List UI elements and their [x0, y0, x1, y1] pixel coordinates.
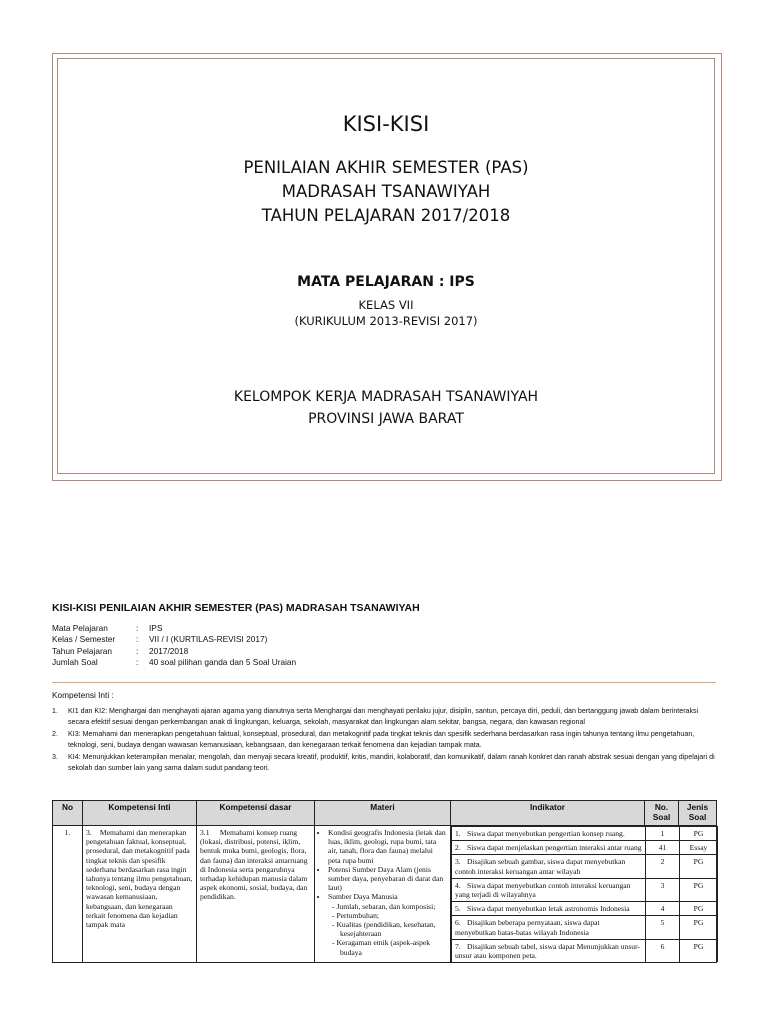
col-header-materi: Materi — [315, 801, 451, 826]
meta-row — [52, 657, 296, 668]
meta-info — [52, 623, 296, 668]
col-header-no: No — [53, 801, 83, 826]
indicator-number: 7. — [455, 941, 461, 951]
indicator-row — [452, 902, 718, 916]
indicator-text-cell — [452, 916, 646, 939]
indicator-text: Siswa dapat menyebutkan contoh interaksi keruangan yang terjadi di wilayahnya — [455, 880, 631, 900]
ki-text: KI3: Memahami dan menerapkan pengetahuan faktual, konseptual, prosedural, dan metakognitif pada tingkat teknis dan spesifik sederhana berdasarkan rasa ingin tahunya tentang ilmu pengetahuan, teknologi, seni, budaya dengan wawasan kemanusiaan, kebangsaan, dan kenegaraan terkait fenomena dan kejadian tampak mata. — [68, 729, 695, 750]
indicator-text: Siswa dapat menyebutkan pengertian konsep ruang. — [467, 829, 625, 838]
cover-line-1: PENILAIAN AKHIR SEMESTER (PAS) — [243, 158, 529, 177]
meta-value: 40 soal pilihan ganda dan 5 Soal Uraian — [149, 656, 297, 667]
cover-title: KISI-KISI — [342, 112, 430, 136]
col-header-kd: Kompetensi dasar — [197, 801, 315, 826]
col-header-jenis-soal: Jenis Soal — [679, 801, 717, 826]
cover-line-3: TAHUN PELAJARAN 2017/2018 — [261, 206, 511, 225]
indicator-soal: 1 — [646, 827, 680, 841]
cover-class: KELAS VII — [358, 298, 414, 312]
ki-cell-number: 3. — [86, 828, 92, 837]
materi-item-label: Sumber Daya Manusia — [328, 892, 398, 902]
indicator-row — [452, 916, 718, 939]
cell-materi — [315, 826, 451, 963]
meta-sep: : — [136, 656, 139, 667]
ki-item — [52, 729, 716, 752]
indicator-text-cell — [452, 939, 646, 962]
materi-item — [328, 892, 447, 956]
indicator-number: 6. — [455, 918, 461, 928]
indicator-text: Disajikan beberapa pernyataan, siswa dapat menyebutkan batas-batas wilayah Indonesia — [455, 918, 600, 937]
indicator-row — [452, 827, 718, 841]
meta-key: Jumlah Soal — [52, 656, 98, 667]
col-header-indikator: Indikator — [451, 801, 645, 826]
cell-no: 1. — [53, 826, 83, 963]
materi-subitem: - Keragaman etnik (aspek-aspek budaya — [340, 938, 447, 956]
kd-cell-text: Memahami konsep ruang (lokasi, distribusi, potensi, iklim, bentuk muka bumi, geologis, flora, dan fauna) dan interaksi antarruang di Indonesia serta pengaruhnya terhadap kehidupan manusia dalam aspek ekonomi, sosial, budaya, dan pendidikan. — [200, 828, 308, 902]
indicator-jenis: PG — [680, 878, 718, 901]
meta-sep: : — [136, 623, 139, 633]
indicator-number: 1. — [455, 829, 461, 838]
ki-item — [52, 706, 716, 729]
materi-item: • Kondisi geografis Indonesia (letak dan luas, iklim, geologi, rupa bumi, tata air, tanah, flora dan fauna) melalui peta rupa bumi — [328, 828, 447, 865]
indicator-soal: 41 — [646, 841, 680, 855]
indicator-soal: 5 — [646, 916, 680, 939]
indicator-text: Disajikan sebuah gambar, siswa dapat menyebutkan contoh interaksi keruangan antar wilayah — [455, 857, 626, 876]
indicator-text: Siswa dapat menyebutkan letak astronomis Indonesia — [467, 904, 630, 914]
ki-text: KI4: Menunjukkan keterampilan menalar, mengolah, dan menyaji secara kreatif, produktif, kritis, mandiri, kolaboratif, dan komunikatif, dalam ranah konkret dan ranah abstrak sesuai dengan yang dipelajari di sekolah dan sumber lain yang sama dalam sudut pandang teori. — [68, 752, 715, 773]
divider — [52, 682, 716, 683]
cell-kd — [197, 826, 315, 963]
indicator-text-cell — [452, 841, 646, 855]
indicator-jenis: PG — [680, 939, 718, 962]
cover-heading — [58, 156, 714, 228]
indicator-number: 5. — [455, 904, 461, 914]
meta-sep: : — [136, 634, 139, 645]
materi-subitem: - Jumlah, sebaran, dan komposisi; — [340, 902, 447, 911]
indicator-soal: 2 — [646, 855, 680, 878]
col-header-no-soal: No. Soal — [645, 801, 679, 826]
meta-sep: : — [136, 645, 139, 656]
meta-key: Tahun Pelajaran — [52, 645, 112, 656]
cover-organization — [58, 386, 714, 430]
ki-number: 3. — [52, 752, 58, 761]
cover-subject: MATA PELAJARAN : IPS — [297, 274, 475, 290]
indicator-soal: 4 — [646, 902, 680, 916]
indicator-text-cell — [452, 855, 646, 878]
materi-item: • Potensi Sumber Daya Alam (jenis sumber daya, penyebaran di darat dan laut) — [328, 865, 447, 893]
ki-number: 1. — [52, 707, 58, 715]
indicator-number: 4. — [455, 880, 461, 890]
indicator-text: Disajikan sebuah tabel, siswa dapat Menunjukkan unsur-unsur atau komponen peta. — [455, 941, 640, 961]
indicator-table — [451, 826, 718, 962]
ki-number: 2. — [52, 729, 58, 738]
kd-cell-number: 3.1 — [200, 828, 210, 837]
cover-class-block — [58, 297, 714, 329]
indicator-soal: 3 — [646, 878, 680, 901]
indicator-text-cell — [452, 878, 646, 901]
meta-value: VII / I (KURTILAS-REVISI 2017) — [149, 634, 268, 645]
cover-org-1: KELOMPOK KERJA MADRASAH TSANAWIYAH — [233, 389, 539, 405]
indicator-text-cell — [452, 902, 646, 916]
section-title: KISI-KISI PENILAIAN AKHIR SEMESTER (PAS) MADRASAH TSANAWIYAH — [52, 602, 420, 614]
table-row — [53, 826, 717, 963]
meta-row — [52, 623, 296, 634]
indicator-row — [452, 841, 718, 855]
table-header-row — [53, 801, 717, 826]
cell-indicators — [451, 826, 717, 963]
meta-key: Kelas / Semester — [52, 634, 116, 645]
meta-value: IPS — [149, 623, 163, 633]
indicator-jenis: PG — [680, 916, 718, 939]
meta-row — [52, 646, 296, 657]
indicator-jenis: PG — [680, 827, 718, 841]
cover-line-2: MADRASAH TSANAWIYAH — [281, 182, 491, 201]
indicator-text-cell — [452, 827, 646, 841]
indicator-jenis: PG — [680, 855, 718, 878]
indicator-text: Siswa dapat menjelaskan pengertian interaksi antar ruang — [467, 843, 642, 853]
materi-subitem: - Pertumbuhan; — [340, 911, 447, 920]
cell-ki — [83, 826, 197, 963]
ki-text: KI1 dan KI2: Menghargai dan menghayati ajaran agama yang dianutnya serta Menghargai dan menghayati perilaku jujur, disiplin, santun, percaya diri, peduli, dan bertanggung jawab dalam berinteraksi secara efektif sesuai dengan perkembangan anak di lingkungan, keluarga, sekolah, masyarakat dan lingkungan alam sekitar, bangsa, negara, dan kawasan regional — [68, 707, 699, 727]
ki-cell-text: Memahami dan menerapkan pengetahuan faktual, konseptual, prosedural, dan metakognitif pada tingkat teknis dan spesifik sederhana berdasarkan rasa ingin tahunya tentang ilmu pengetahuan, teknologi, seni, budaya dengan wawasan kemanusiaan, kebangsaan, dan kenegaraan terkait fenomena dan kejadian tampak mata — [86, 828, 193, 930]
meta-key: Mata Pelajaran — [52, 623, 108, 633]
ki-heading: Kompetensi Inti : — [52, 690, 114, 700]
indicator-number: 2. — [455, 843, 461, 853]
indicator-jenis: Essay — [680, 841, 718, 855]
indicator-row — [452, 939, 718, 962]
meta-value: 2017/2018 — [149, 645, 189, 656]
meta-row — [52, 634, 296, 645]
indicator-row — [452, 855, 718, 878]
indicator-row — [452, 878, 718, 901]
indicator-number: 3. — [455, 857, 461, 867]
ki-list — [52, 706, 716, 774]
cover-org-2: PROVINSI JAWA BARAT — [308, 411, 464, 427]
materi-subitem: - Kualitas (pendidikan, kesehatan, kesejahteraan — [340, 920, 447, 938]
indicator-soal: 6 — [646, 939, 680, 962]
ki-item — [52, 752, 716, 775]
col-header-ki: Kompetensi Inti — [83, 801, 197, 826]
kisi-kisi-table — [52, 800, 717, 963]
cover-curriculum: (KURIKULUM 2013-REVISI 2017) — [294, 314, 478, 328]
indicator-jenis: PG — [680, 902, 718, 916]
